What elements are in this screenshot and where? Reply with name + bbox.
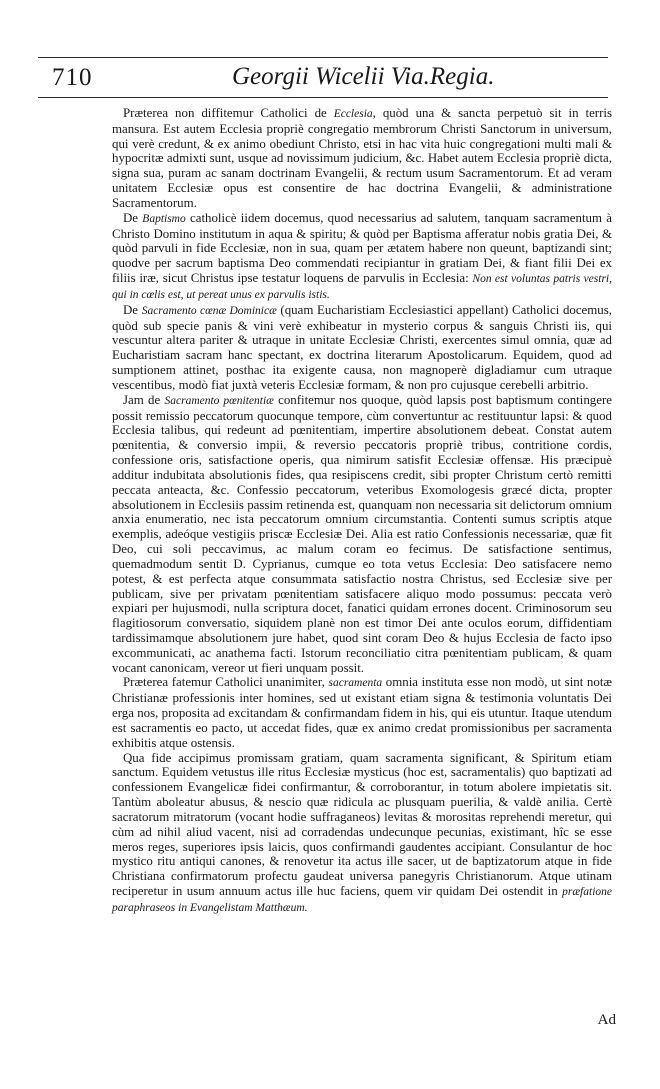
text-run: , quòd una & sancta perpetuò sit in terris mansura. Est autem Ecclesia propriè congregatio membrorum Christi Sanctorum in universum, qui verè credunt, & ex animo obediunt Christo, etsi in hac vita huic congregationi multi mali & hypocritæ admixti sunt, usque ad novissimum judicium, &c. Habet autem Ecclesia propriè dicta, signa sua, puram ac sanam doctrinam Evangelii, & rectum usum Sacramentorum. Et ad veram unitatem Ecclesiæ opus est consentire de hac doctrina Evangelii, & administratione Sacramentorum. bbox=[112, 106, 612, 210]
header-rule-top bbox=[38, 57, 608, 58]
italic-phrase: Ecclesia bbox=[333, 108, 373, 120]
paragraph-sacramenta bbox=[112, 675, 612, 750]
header-rule-bottom bbox=[38, 97, 608, 98]
text-run: Præterea fatemur Catholici unanimiter, bbox=[123, 675, 329, 690]
italic-phrase: præfatione paraphraseos in Evangelistam Matthæum. bbox=[112, 886, 612, 914]
italic-phrase: Non est voluntas patris vestri, qui in cœlis est, ut pereat unus ex parvulis istis. bbox=[112, 273, 612, 301]
text-run: (quam Eucharistiam Ecclesiastici appellant) Catholici docemus, quòd sub specie panis & vini verè exhibeatur in mysterio corpus & sanguis Christi iis, qui vescuntur altera pariter & utraque in unitate Ecclesiæ Christi, exercentes simul omnia, quæ ad Eucharistiam sacram hanc spectant, ex doctrina literarum Apostolicarum. Equidem, quod ad sumptionem attinet, posthac ita exigente causa, non magnoperè digladiamur cum utraque vescentibus, modò fiat juxtà veteris Ecclesiæ formam, & non pro cujusque cerebelli arbitrio. bbox=[112, 302, 612, 392]
text-run: De bbox=[123, 210, 143, 225]
italic-phrase: Baptismo bbox=[142, 212, 186, 225]
text-run: De bbox=[123, 302, 142, 317]
italic-phrase: Sacramento pœnitentiæ bbox=[164, 394, 274, 407]
italic-phrase: sacramenta bbox=[328, 677, 383, 690]
text-run: Qua fide accipimus promissam gratiam, quam sacramenta significant, & Spiritum etiam sanctum. Equidem vetustus ille ritus Ecclesiæ mysticus (hoc est, sacramentalis) quo baptizati ad confessionem Evangelicæ fidei confirmantur, & corroborantur, in totum abolere impietatis sit. Tantùm aboleatur abusus, & nescio quæ ridicula ac plusquam puerilia, & valdè anilia. Certè sacratorum mitratorum (vocant hodie suffraganeos) levitas & morositas reprehendi meretur, qui cùm ad nihil aliud vacent, nisi ad corradendas undecunque pecunias, existimant, hîc se esse meros reges, superiores ipsis laicis, quos confirmandi gaudentes accipiant. Consulantur de hoc mystico ritu antiqui canones, & renovetur ita actus ille sacer, ut de baptizatorum atque in fide Christiana confirmatorum profectu gaudeat universa panegyris Christianorum. Atque utinam reciperetur in usum annuum actus ille huc faciens, quem vir quidam Dei ostendit in bbox=[112, 750, 612, 899]
paragraph-confirmatio bbox=[112, 751, 612, 916]
paragraph-baptismo bbox=[112, 211, 612, 303]
catchword: Ad bbox=[597, 1012, 616, 1028]
running-title: Georgii Wicelii Via.Regia. bbox=[232, 63, 495, 90]
body-text bbox=[112, 106, 612, 916]
text-run: omnia instituta esse non modò, ut sint notæ Christianæ professionis inter homines, sed ut existant etiam signa & testimonia voluntatis Dei erga nos, proposita ad excitandam & confirmandam fidem in his, qui eis utuntur. Itaque utendum est sacramentis eo pacto, ut accedat fides, quæ ex animo credat promissionibus per sacramenta exhibitis atque ostensis. bbox=[112, 675, 612, 750]
paragraph-eucharistia bbox=[112, 303, 612, 393]
italic-phrase: Sacramento cœnæ Dominicæ bbox=[141, 304, 277, 317]
paragraph-poenitentia bbox=[112, 393, 612, 676]
text-run: catholicè iidem docemus, quod necessarius ad salutem, tanquam sacramentum à Christo Domino institutum in aqua & spiritu; & quòd per Baptisma afferatur nobis gratia Dei, & quòd parvuli in fide Ecclesiæ, non in sua, quam per ætatem habere non queunt, baptizandi sint; quodve per sacrum baptisma Deo commendati recipiantur in gratiam Dei, & fiant filii Dei ex filiis iræ, sicut Christus ipse testatur loquens de parvulis in Ecclesia: bbox=[112, 210, 612, 286]
page-number: 710 bbox=[52, 64, 93, 91]
text-run: confitemur nos quoque, quòd lapsis post baptismum contingere possit remissio peccatorum quocunque tempore, cùm convertuntur ac restituuntur lapsi: & quod Ecclesia talibus, qui redeunt ad pœnitentiam, impertire absolutionem debeat. Constat autem pœnitentia, & conversio impii, & reversio peccatoris propriè tribus, contritione cordis, confessione oris, satisfactione operis, qua nimirum satisfit Ecclesiæ offensæ. His præcipuè additur indubitata absolutionis fides, qua resipiscens credit, sibi propter Christum certò remitti peccata anteacta, &c. Confessio peccatorum, veteribus Exomologesis græcé dicta, propter absolutionem in Ecclesiis passim retinenda est, quanquam non necessaria sit delictorum omnium anxia enumeratio, nec ista peccatorum omnium circumstantia. Contenti sumus scriptis atque exemplis, adeóque vestigiis priscæ Ecclesiæ Dei. Alia est ratio Confessionis necessariæ, quæ fit Deo, cui soli peccavimus, ac malum coram eo fecimus. De satisfactione sentimus, quemadmodum sentit D. Cyprianus, cumque eo tota vetus Ecclesia: Deo satisfacere nemo potest, & est perfecta atque consummata satisfactio nostra Christus, sed Ecclesiæ sive per publicam, sive per privatam pœnitentiam satisfacere aliquo modo possumus: peccata verò expiari per hujusmodi, nulla scriptura docet, fanatici quidam errones docent. Criminosorum seu flagitiosorum conversatio, siquidem planè non est timor Dei ante oculos eorum, diffidentiam tardissimamque absolutionem jure habet, quod sint coram Deo & hujus Ecclesia de facto ipso excommunicati, ac anathema facti. Istorum reconciliatio citra pœnitentiam publicam, & quam vocant canonicam, vereor ut fieri unquam possit. bbox=[112, 392, 612, 675]
text-run: Præterea non diffitemur Catholici de bbox=[123, 106, 334, 120]
paragraph-ecclesia bbox=[112, 106, 612, 211]
text-run: Jam de bbox=[123, 392, 165, 407]
